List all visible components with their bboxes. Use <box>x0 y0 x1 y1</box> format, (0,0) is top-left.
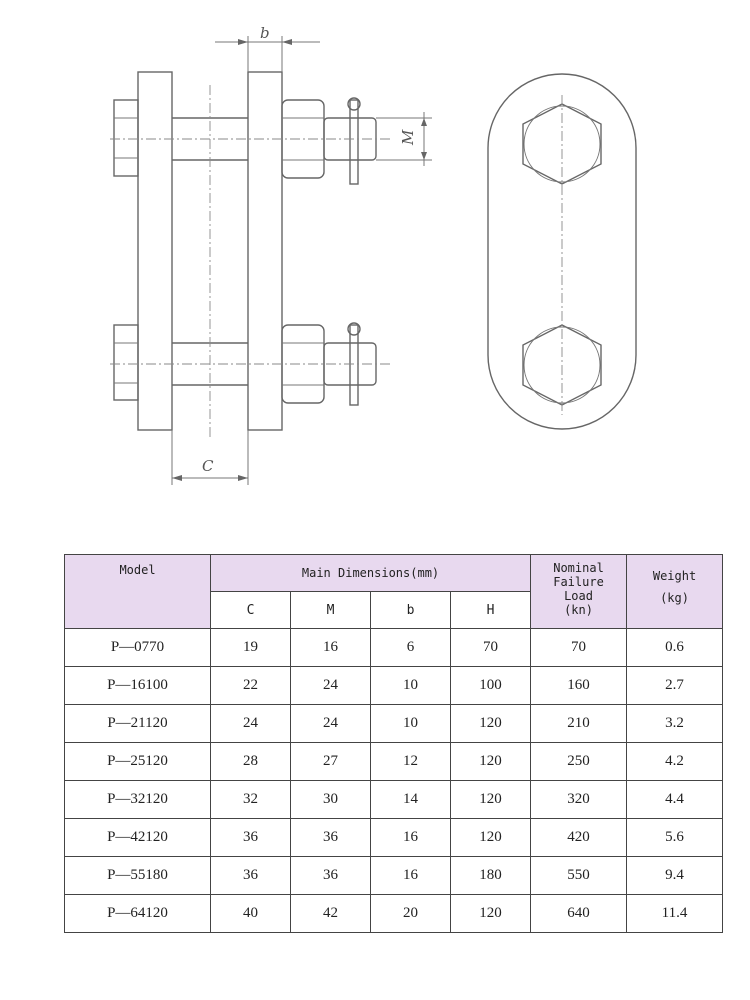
dim-b-label: b <box>260 24 270 42</box>
cell-h: 70 <box>451 629 531 667</box>
cell-load: 320 <box>531 781 627 819</box>
table-row <box>65 743 723 781</box>
cell-model: P—32120 <box>65 781 211 819</box>
header-load-line1: Nominal <box>553 561 604 575</box>
table-row <box>65 629 723 667</box>
table-row <box>65 857 723 895</box>
cell-weight: 9.4 <box>627 857 723 895</box>
cell-c: 28 <box>211 743 291 781</box>
cell-c: 19 <box>211 629 291 667</box>
cell-b: 16 <box>371 857 451 895</box>
cell-m: 27 <box>291 743 371 781</box>
cell-b: 14 <box>371 781 451 819</box>
cell-c: 24 <box>211 705 291 743</box>
cell-b: 20 <box>371 895 451 933</box>
cell-m: 24 <box>291 667 371 705</box>
cell-m: 30 <box>291 781 371 819</box>
header-load-line2: Failure <box>553 575 604 589</box>
dim-c-label: C <box>202 457 214 475</box>
table-row <box>65 667 723 705</box>
header-main-dimensions: Main Dimensions(mm) <box>211 555 531 592</box>
header-weight <box>627 555 723 629</box>
cell-h: 120 <box>451 781 531 819</box>
cell-model: P—0770 <box>65 629 211 667</box>
cell-model: P—25120 <box>65 743 211 781</box>
header-h: H <box>451 592 531 629</box>
cell-h: 180 <box>451 857 531 895</box>
cell-load: 70 <box>531 629 627 667</box>
cell-c: 40 <box>211 895 291 933</box>
cell-b: 6 <box>371 629 451 667</box>
cell-c: 32 <box>211 781 291 819</box>
cell-c: 36 <box>211 819 291 857</box>
cell-b: 10 <box>371 705 451 743</box>
cell-b: 10 <box>371 667 451 705</box>
header-load-line4: (kn) <box>564 603 593 617</box>
cell-c: 22 <box>211 667 291 705</box>
cell-load: 250 <box>531 743 627 781</box>
cell-h: 120 <box>451 819 531 857</box>
header-nominal-failure-load <box>531 555 627 629</box>
cell-weight: 3.2 <box>627 705 723 743</box>
header-c: C <box>211 592 291 629</box>
cell-weight: 5.6 <box>627 819 723 857</box>
cell-m: 42 <box>291 895 371 933</box>
cell-weight: 4.4 <box>627 781 723 819</box>
cell-load: 210 <box>531 705 627 743</box>
header-weight-line2: (kg) <box>660 591 689 605</box>
cell-load: 160 <box>531 667 627 705</box>
front-view <box>488 74 636 429</box>
side-view <box>110 36 432 485</box>
header-b: b <box>371 592 451 629</box>
cell-m: 24 <box>291 705 371 743</box>
cell-weight: 0.6 <box>627 629 723 667</box>
cell-load: 420 <box>531 819 627 857</box>
cell-model: P—55180 <box>65 857 211 895</box>
cell-model: P—64120 <box>65 895 211 933</box>
cell-weight: 2.7 <box>627 667 723 705</box>
cell-m: 36 <box>291 819 371 857</box>
dim-m-label: M <box>399 129 417 145</box>
cell-load: 640 <box>531 895 627 933</box>
header-load-line3: Load <box>564 589 593 603</box>
cell-h: 120 <box>451 705 531 743</box>
header-model: Model <box>65 555 211 629</box>
specification-table <box>64 554 723 933</box>
cell-model: P—16100 <box>65 667 211 705</box>
cell-model: P—21120 <box>65 705 211 743</box>
header-weight-line1: Weight <box>652 569 697 583</box>
table-row <box>65 819 723 857</box>
cell-weight: 4.2 <box>627 743 723 781</box>
cell-m: 16 <box>291 629 371 667</box>
cell-load: 550 <box>531 857 627 895</box>
cell-b: 16 <box>371 819 451 857</box>
table-row <box>65 705 723 743</box>
cell-h: 120 <box>451 895 531 933</box>
cell-m: 36 <box>291 857 371 895</box>
header-m: M <box>291 592 371 629</box>
cell-h: 100 <box>451 667 531 705</box>
table-row <box>65 895 723 933</box>
cell-h: 120 <box>451 743 531 781</box>
table-row <box>65 781 723 819</box>
cell-model: P—42120 <box>65 819 211 857</box>
cell-b: 12 <box>371 743 451 781</box>
cell-weight: 11.4 <box>627 895 723 933</box>
cell-c: 36 <box>211 857 291 895</box>
